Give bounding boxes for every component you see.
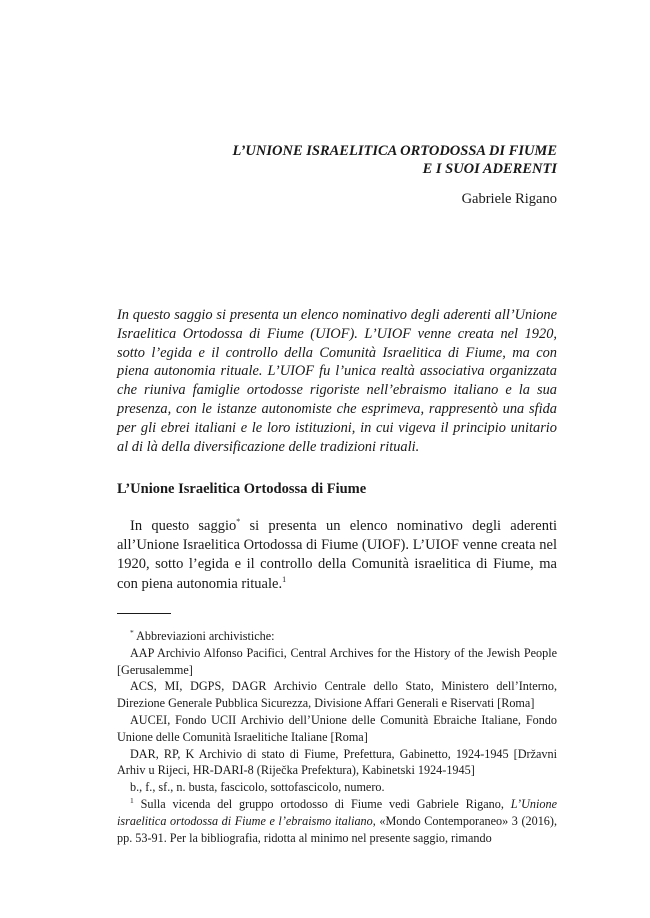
footnote-divider <box>117 613 171 614</box>
article-title <box>233 142 557 178</box>
footnote-1-cited-title: L’Unione israelitica ortodossa di Fiume e l’ebraismo italiano <box>117 796 557 828</box>
abbreviation-entry: b., f., sf., n. busta, fascicolo, sottofascicolo, numero. <box>130 780 385 795</box>
footnote-1-number: 1 <box>130 795 134 805</box>
footnote-star <box>117 628 557 645</box>
footnote-star-heading: Abbreviazioni archivistiche: <box>133 629 275 643</box>
article-title-line-1: L’UNIONE ISRAELITICA ORTODOSSA DI FIUME <box>232 143 557 159</box>
footnote-1 <box>117 796 557 846</box>
footnote-1-text-b: , «Mondo Contemporaneo» 3 (2016), pp. 53-91. Per la bibliografia, ridotta al minimo nel presente saggio, rimando <box>117 813 557 845</box>
footnotes <box>117 628 557 846</box>
body-paragraph <box>117 517 557 594</box>
abbreviation-entry: ACS, MI, DGPS, DAGR Archivio Centrale dello Stato, Ministero dell’Interno, Direzione Generale Pubblica Sicurezza, Divisione Affari Generali e Riservati [Roma] <box>117 679 557 711</box>
abbreviation-entry: AAP Archivio Alfonso Pacifici, Central Archives for the History of the Jewish People [Gerusalemme] <box>117 645 557 677</box>
body-text-start: In questo saggio <box>130 518 237 534</box>
abbreviation-entry: AUCEI, Fondo UCII Archivio dell’Unione delle Comunità Ebraiche Italiane, Fondo Unione delle Comunità Israelitiche Italiane [Roma] <box>117 712 557 744</box>
footnote-star-symbol: * <box>130 627 134 637</box>
author-name: Gabriele Rigano <box>461 191 557 207</box>
body-text-rest: si presenta un elenco nominativo degli aderenti all’Unione Israelitica Ortodossa di Fiume (UIOF). L’UIOF venne creata nel 1920, sotto l’egida e il controllo della Comunità israelitica di Fiume, ma con piena autonomia rituale. <box>117 518 557 592</box>
footnote-1-text-a: Sulla vicenda del gruppo ortodosso di Fiume vedi Gabriele Rigano, <box>133 796 511 811</box>
footnote-star-marker: * <box>236 517 241 527</box>
footnote-1-marker: 1 <box>282 574 287 584</box>
abstract: In questo saggio si presenta un elenco nominativo degli aderenti all’Unione Israelitica Ortodossa di Fiume (UIOF). L’UIOF venne creata nel 1920, sotto l’egida e il controllo della Comunità Israelitica di Fiume, ma con piena autonomia rituale. L’UIOF fu l’unica realtà associativa organizzata che riuniva famiglie ortodosse rigoriste nell’ebraismo italiano e la sua presenza, con le istanze autonomiste che esprimeva, rappresentò una sfida per gli ebrei italiani e le loro istituzioni, in cui vigeva il principio unitario al di là della diversificazione delle tradizioni rituali. <box>117 307 557 455</box>
article-title-line-2: E I SUOI ADERENTI <box>422 161 557 177</box>
abbreviation-entry: DAR, RP, K Archivio di stato di Fiume, Prefettura, Gabinetto, 1924-1945 [Državni Arhiv u Rijeci, HR-DARI-8 (Riječka Prefektura), Kabinetski 1924-1945] <box>117 746 557 778</box>
section-heading: L’Unione Israelitica Ortodossa di Fiume <box>117 481 367 497</box>
